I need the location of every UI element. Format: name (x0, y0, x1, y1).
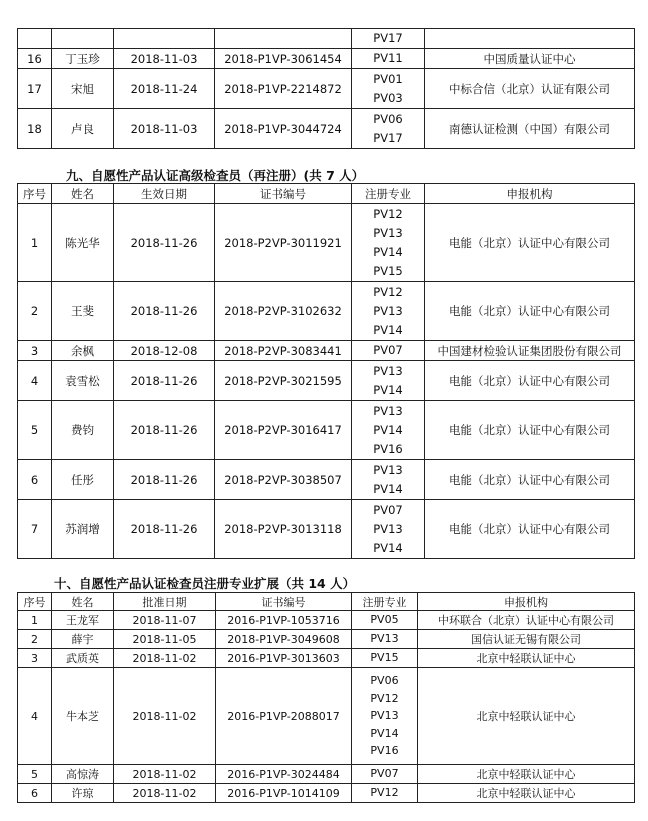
cert-cell: 2018-P2VP-3013118 (215, 500, 352, 559)
org-cell: 电能（北京）认证中心有限公司 (425, 361, 635, 401)
name-cell: 宋旭 (52, 69, 114, 109)
org-cell: 电能（北京）认证中心有限公司 (425, 460, 635, 500)
table-row (18, 109, 635, 149)
cert-cell: 2016-P1VP-1053716 (216, 611, 352, 630)
header-cert: 证书编号 (216, 593, 352, 611)
seq-cell (18, 29, 52, 49)
spec-item: PV14 (373, 244, 403, 259)
spec-item: PV14 (373, 422, 403, 437)
spec-item: PV12 (370, 786, 399, 800)
spec-cell (352, 109, 425, 149)
table-row (18, 69, 635, 109)
date-cell: 2018-11-02 (114, 784, 216, 803)
seq-cell: 4 (18, 361, 52, 401)
seq-cell: 2 (18, 282, 52, 341)
seq-cell: 17 (18, 69, 52, 109)
cert-cell: 2018-P1VP-3049608 (216, 630, 352, 649)
cert-cell: 2016-P1VP-3024484 (216, 765, 352, 784)
spec-item: PV17 (373, 130, 403, 145)
spec-cell (352, 204, 425, 282)
header-date: 生效日期 (114, 184, 215, 204)
table-row (18, 630, 635, 649)
spec-item: PV14 (373, 481, 403, 496)
spec-cell (352, 668, 418, 765)
date-cell: 2018-11-26 (114, 460, 215, 500)
table-row (18, 49, 635, 69)
header-date: 批准日期 (114, 593, 216, 611)
header-seq: 序号 (18, 593, 52, 611)
spec-item: PV16 (370, 744, 399, 758)
name-cell: 任彤 (52, 460, 114, 500)
spec-cell (352, 29, 425, 49)
seq-cell: 5 (18, 765, 52, 784)
date-cell (114, 29, 215, 49)
spec-item: PV12 (373, 284, 403, 299)
spec-item: PV07 (373, 502, 403, 517)
seq-cell: 6 (18, 784, 52, 803)
spec-item: PV06 (370, 674, 399, 688)
table-row (18, 668, 635, 765)
name-cell: 高惊涛 (52, 765, 114, 784)
spec-item: PV14 (373, 540, 403, 555)
seq-cell: 1 (18, 204, 52, 282)
seq-cell: 18 (18, 109, 52, 149)
name-cell: 费钧 (52, 401, 114, 460)
name-cell: 苏润增 (52, 500, 114, 559)
section-9-title: 九、自愿性产品认证高级检查员（再注册）(共 7 人） (66, 168, 365, 183)
name-cell: 薛宇 (52, 630, 114, 649)
name-cell: 武质英 (52, 649, 114, 668)
specialty-extension-table (17, 592, 635, 803)
org-cell: 北京中轻联认证中心 (418, 784, 635, 803)
date-cell: 2018-11-24 (114, 69, 215, 109)
cert-cell: 2016-P1VP-2088017 (216, 668, 352, 765)
spec-cell (352, 460, 425, 500)
spec-cell (352, 341, 425, 361)
spec-item: PV13 (373, 403, 403, 418)
date-cell: 2018-11-26 (114, 500, 215, 559)
name-cell: 袁雪松 (52, 361, 114, 401)
date-cell: 2018-11-07 (114, 611, 216, 630)
name-cell (52, 29, 114, 49)
org-cell: 电能（北京）认证中心有限公司 (425, 204, 635, 282)
date-cell: 2018-12-08 (114, 341, 215, 361)
table-row (18, 460, 635, 500)
seq-cell: 5 (18, 401, 52, 460)
spec-item: PV01 (373, 71, 403, 86)
spec-cell (352, 649, 418, 668)
spec-item: PV12 (373, 206, 403, 221)
spec-cell (352, 765, 418, 784)
seq-cell: 4 (18, 668, 52, 765)
table-row (18, 341, 635, 361)
spec-item: PV11 (373, 51, 403, 65)
spec-item: PV05 (370, 613, 399, 627)
date-cell: 2018-11-26 (114, 361, 215, 401)
cert-cell: 2018-P2VP-3011921 (215, 204, 352, 282)
spec-cell (352, 401, 425, 460)
table-row (18, 401, 635, 460)
spec-cell (352, 630, 418, 649)
org-cell: 电能（北京）认证中心有限公司 (425, 401, 635, 460)
spec-item: PV16 (373, 441, 403, 456)
name-cell: 许琼 (52, 784, 114, 803)
spec-item: PV14 (373, 322, 403, 337)
continued-inspector-table (17, 28, 635, 149)
org-cell: 北京中轻联认证中心 (418, 765, 635, 784)
table-header-row (18, 184, 635, 204)
org-cell: 北京中轻联认证中心 (418, 668, 635, 765)
date-cell: 2018-11-03 (114, 109, 215, 149)
cert-cell (215, 29, 352, 49)
senior-inspector-reregistration-table (17, 183, 635, 559)
org-cell: 中国建材检验认证集团股份有限公司 (425, 341, 635, 361)
cert-cell: 2018-P2VP-3038507 (215, 460, 352, 500)
cert-cell: 2018-P1VP-3061454 (215, 49, 352, 69)
spec-item: PV13 (373, 521, 403, 536)
header-spec: 注册专业 (352, 593, 418, 611)
spec-item: PV13 (373, 363, 403, 378)
table-row (18, 649, 635, 668)
org-cell: 电能（北京）认证中心有限公司 (425, 500, 635, 559)
date-cell: 2018-11-02 (114, 649, 216, 668)
spec-item: PV13 (373, 462, 403, 477)
table-row (18, 784, 635, 803)
cert-cell: 2018-P1VP-3044724 (215, 109, 352, 149)
spec-item: PV03 (373, 90, 403, 105)
org-cell: 中环联合（北京）认证中心有限公司 (418, 611, 635, 630)
cert-cell: 2016-P1VP-1014109 (216, 784, 352, 803)
name-cell: 陈光华 (52, 204, 114, 282)
seq-cell: 3 (18, 341, 52, 361)
table-row (18, 204, 635, 282)
spec-cell (352, 784, 418, 803)
spec-item: PV12 (370, 691, 399, 705)
cert-cell: 2018-P1VP-2214872 (215, 69, 352, 109)
name-cell: 王斐 (52, 282, 114, 341)
org-cell: 中国质量认证中心 (425, 49, 635, 69)
header-name: 姓名 (52, 593, 114, 611)
cert-cell: 2018-P2VP-3021595 (215, 361, 352, 401)
org-cell: 国信认证无锡有限公司 (418, 630, 635, 649)
spec-item: PV14 (373, 382, 403, 397)
spec-item: PV13 (373, 303, 403, 318)
seq-cell: 6 (18, 460, 52, 500)
spec-item: PV15 (370, 651, 399, 665)
seq-cell: 2 (18, 630, 52, 649)
name-cell: 王龙军 (52, 611, 114, 630)
header-spec: 注册专业 (352, 184, 425, 204)
date-cell: 2018-11-26 (114, 401, 215, 460)
date-cell: 2018-11-26 (114, 204, 215, 282)
section-10-title: 十、自愿性产品认证检查员注册专业扩展（共 14 人） (54, 576, 356, 591)
org-cell: 中标合信（北京）认证有限公司 (425, 69, 635, 109)
table-row (18, 361, 635, 401)
table-row (18, 611, 635, 630)
spec-cell (352, 49, 425, 69)
cert-cell: 2016-P1VP-3013603 (216, 649, 352, 668)
date-cell: 2018-11-02 (114, 668, 216, 765)
table-row (18, 29, 635, 49)
cert-cell: 2018-P2VP-3016417 (215, 401, 352, 460)
name-cell: 牛本芝 (52, 668, 114, 765)
header-seq: 序号 (18, 184, 52, 204)
date-cell: 2018-11-03 (114, 49, 215, 69)
org-cell (425, 29, 635, 49)
name-cell: 卢良 (52, 109, 114, 149)
table-header-row (18, 593, 635, 611)
org-cell: 北京中轻联认证中心 (418, 649, 635, 668)
spec-item: PV13 (373, 225, 403, 240)
seq-cell: 16 (18, 49, 52, 69)
date-cell: 2018-11-26 (114, 282, 215, 341)
cert-cell: 2018-P2VP-3083441 (215, 341, 352, 361)
org-cell: 电能（北京）认证中心有限公司 (425, 282, 635, 341)
spec-cell (352, 361, 425, 401)
spec-item: PV15 (373, 263, 403, 278)
name-cell: 余枫 (52, 341, 114, 361)
name-cell: 丁玉珍 (52, 49, 114, 69)
org-cell: 南德认证检测（中国）有限公司 (425, 109, 635, 149)
spec-item: PV07 (373, 343, 403, 357)
spec-cell (352, 69, 425, 109)
spec-item: PV17 (373, 31, 403, 45)
spec-item: PV06 (373, 111, 403, 126)
spec-item: PV14 (370, 726, 399, 740)
header-org: 申报机构 (425, 184, 635, 204)
header-cert: 证书编号 (215, 184, 352, 204)
seq-cell: 7 (18, 500, 52, 559)
table-row (18, 282, 635, 341)
header-org: 申报机构 (418, 593, 635, 611)
date-cell: 2018-11-05 (114, 630, 216, 649)
spec-item: PV13 (370, 709, 399, 723)
table-row (18, 765, 635, 784)
spec-cell (352, 500, 425, 559)
spec-cell (352, 282, 425, 341)
spec-cell (352, 611, 418, 630)
seq-cell: 1 (18, 611, 52, 630)
spec-item: PV13 (370, 632, 399, 646)
cert-cell: 2018-P2VP-3102632 (215, 282, 352, 341)
spec-item: PV07 (370, 767, 399, 781)
date-cell: 2018-11-02 (114, 765, 216, 784)
header-name: 姓名 (52, 184, 114, 204)
seq-cell: 3 (18, 649, 52, 668)
table-row (18, 500, 635, 559)
